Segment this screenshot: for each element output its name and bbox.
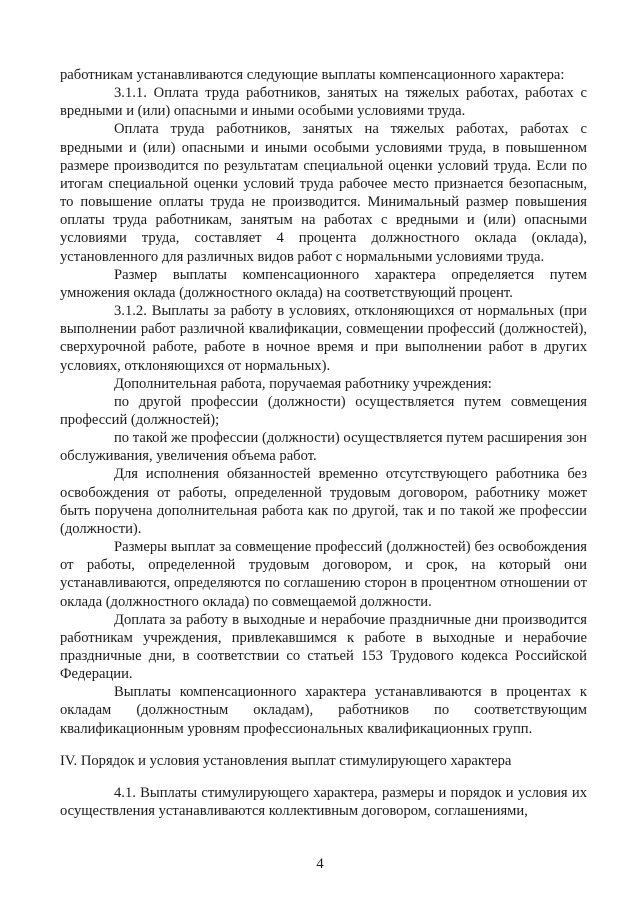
paragraph-absent-worker: Для исполнения обязанностей временно отсутствующего работника без освобождения от работы, определенной трудовым договором, работнику может быть поручена дополнительная работа как по другой, так и по такой же профессии (должности). (60, 466, 587, 537)
document-body (60, 66, 587, 820)
paragraph-3-1-2: 3.1.2. Выплаты за работу в условиях, отклоняющихся от нормальных (при выполнении работ различной квалификации, совмещении профессий (должностей), сверхурочной работе, работе в ночное время и при выполнении работ в других условиях, отклоняющихся от нормальных). (60, 303, 587, 374)
paragraph-other-profession: по другой профессии (должности) осуществляется путем совмещения профессий (должностей); (60, 393, 587, 428)
page-number: 4 (316, 856, 324, 872)
paragraph-additional-work: Дополнительная работа, поручаемая работнику учреждения: (114, 375, 492, 392)
paragraph-hazardous-pay: Оплата труда работников, занятых на тяжелых работах, работах с вредными и (или) опасными и иными особыми условиями труда, в повышенном размере производится по результатам специальной оценки условий труда. Если по итогам специальной оценки условий труда рабочее место признается безопасным, то повышение оплаты труда не производится. Минимальный размер повышения оплаты труда работникам, занятым на работах с вредными и (или) опасными условиями труда, составляет 4 процента должностного оклада (оклада), установленного для различных видов работ с нормальными условиями труда. (60, 121, 587, 265)
paragraph-3-1-1: 3.1.1. Оплата труда работников, занятых на тяжелых работах, работах с вредными и (или) опасными и иными особыми условиями труда. (60, 85, 587, 120)
paragraph-continuation: работникам устанавливаются следующие выплаты компенсационного характера: (60, 67, 565, 83)
paragraph-same-profession: по такой же профессии (должности) осуществляется путем расширения зон обслуживания, увеличения объема работ. (60, 430, 587, 465)
section-heading: IV. Порядок и условия установления выплат стимулирующего характера (60, 752, 512, 769)
paragraph-payment-size: Размер выплаты компенсационного характера определяется путем умножения оклада (должностного оклада) на соответствующий процент. (60, 266, 587, 301)
paragraph-compensation-percent: Выплаты компенсационного характера устанавливаются в процентах к окладам (должностным окладам), работников по соответствующим квалификационным уровням профессиональных квалификационных групп. (60, 684, 587, 737)
paragraph-4-1: 4.1. Выплаты стимулирующего характера, размеры и порядок и условия их осуществления устанавливаются коллективным договором, соглашениями, (60, 784, 587, 820)
paragraph-holiday-pay: Доплата за работу в выходные и нерабочие праздничные дни производится работникам учреждения, привлекавшимся к работе в выходные и нерабочие праздничные дни, в соответствии со статьей 153 Трудового кодекса Российской Федерации. (60, 611, 587, 683)
paragraph-combination-payments: Размеры выплат за совмещение профессий (должностей) без освобождения от работы, определенной трудовым договором, и срок, на который они устанавливаются, определяются по соглашению сторон в процентном отношении от оклада (должностного оклада) по совмещаемой должности. (60, 539, 587, 610)
